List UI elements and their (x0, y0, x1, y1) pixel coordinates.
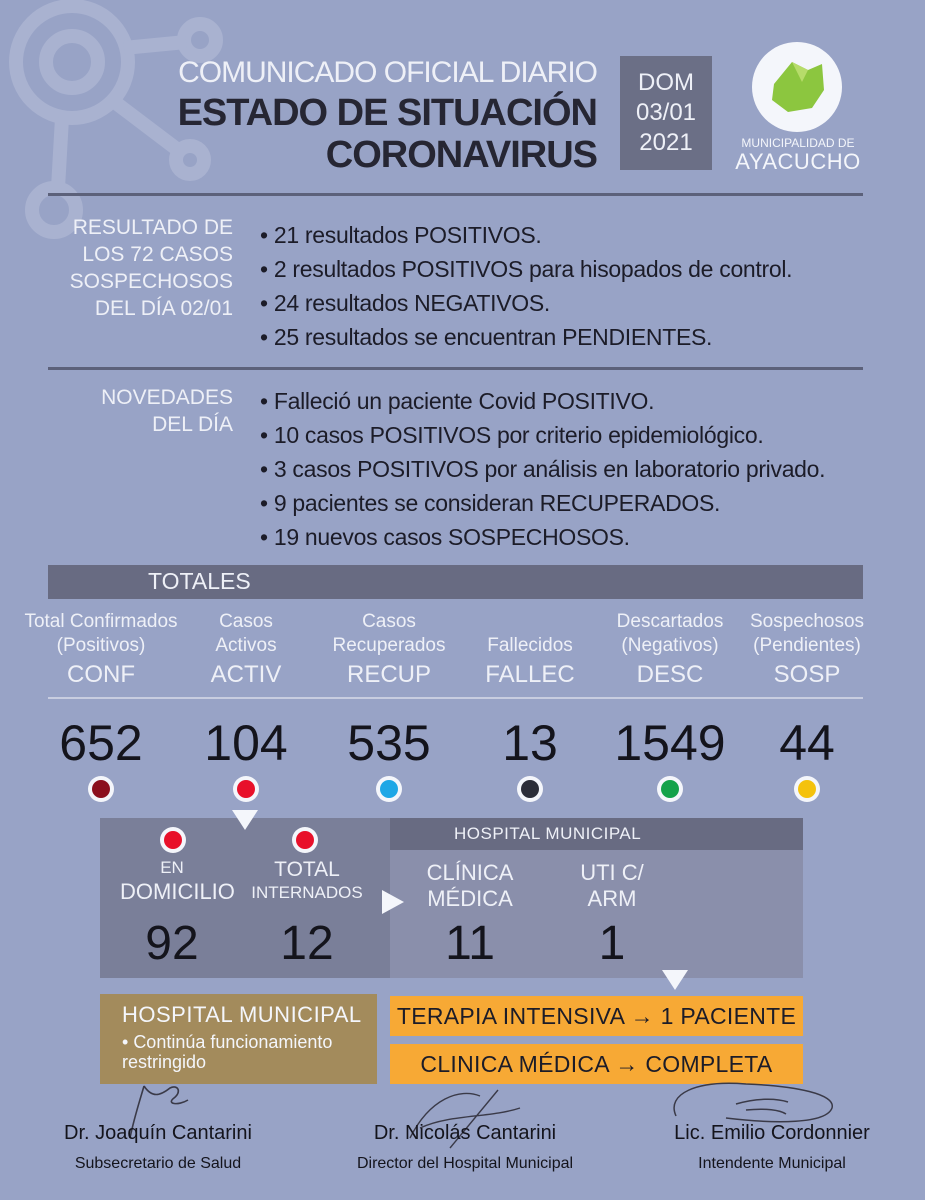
domicilio-value: 92 (145, 917, 199, 970)
sub-label: MÉDICA (427, 886, 513, 911)
results-label-line: DEL DÍA 02/01 (94, 297, 233, 320)
arrow-down-icon (232, 810, 258, 830)
status-dot-activ (233, 776, 259, 802)
total-value-recup: 535 (347, 715, 431, 771)
status-dot-recup (376, 776, 402, 802)
signature-icon (400, 1078, 540, 1158)
results-label-line: LOS 72 CASOS (82, 243, 233, 266)
divider (48, 193, 863, 196)
internados-label (250, 858, 364, 904)
status-dot-sosp (794, 776, 820, 802)
uti-label (560, 860, 664, 912)
signature-name-3: Lic. Emilio Cordonnier (674, 1122, 870, 1144)
sub-label: CLÍNICA (426, 860, 514, 885)
divider (48, 367, 863, 370)
column-abbr: FALLEC (485, 661, 575, 688)
list-item: • 21 resultados POSITIVOS. (260, 218, 792, 252)
arrow-right-icon (382, 890, 404, 914)
hospital-status-title: HOSPITAL MUNICIPAL (122, 1002, 362, 1027)
terapia-status: TERAPIA INTENSIVA → 1 PACIENTE (390, 996, 803, 1036)
header-line-1: COMUNICADO OFICIAL DIARIO (178, 56, 597, 89)
clinica-value: 11 (445, 917, 495, 970)
column-desc: Total Confirmados (24, 611, 178, 632)
results-list (260, 218, 792, 354)
signature-name-2: Dr. Nicolás Cantarini (373, 1122, 557, 1144)
column-desc: (Positivos) (56, 635, 146, 656)
column-desc: Fallecidos (487, 635, 573, 656)
status-dot-desc (657, 776, 683, 802)
column-desc: Casos (219, 611, 273, 632)
status-dot-conf (88, 776, 114, 802)
results-label-line: RESULTADO DE (72, 216, 233, 239)
status-dot-domicilio (160, 827, 186, 853)
total-column-activ (166, 610, 326, 690)
sub-label: UTI C/ (580, 860, 644, 885)
sub-label: ARM (587, 886, 637, 911)
results-label-line: SOSPECHOSOS (69, 270, 233, 293)
date-date: 03/01 (635, 99, 697, 126)
date-year: 2021 (639, 129, 693, 156)
sub-label: DOMICILIO (120, 879, 235, 904)
column-desc: Sospechosos (749, 611, 865, 632)
column-desc: Casos (362, 611, 416, 632)
logo-icon (752, 42, 842, 132)
column-desc: Descartados (616, 611, 724, 632)
domicilio-label (120, 858, 235, 906)
list-item: • 9 pacientes se consideran RECUPERADOS. (260, 486, 825, 520)
date-box (620, 56, 712, 170)
list-item: • Falleció un paciente Covid POSITIVO. (260, 384, 825, 418)
divider (48, 697, 863, 699)
logo-text-1: MUNICIPALIDAD DE (741, 136, 855, 150)
hospital-status-box (100, 994, 377, 1084)
signature-name-1: Dr. Joaquín Cantarini (64, 1122, 252, 1144)
uti-value: 1 (598, 917, 626, 970)
signature-role-1: Subsecretario de Salud (74, 1155, 242, 1172)
news-label-line: DEL DÍA (152, 413, 233, 436)
column-desc: (Negativos) (621, 635, 719, 656)
list-item: • 3 casos POSITIVOS por análisis en laboratorio privado. (260, 452, 825, 486)
total-value-activ: 104 (204, 715, 288, 771)
results-label (70, 214, 233, 322)
total-column-recup (309, 610, 469, 690)
total-value-desc: 1549 (614, 715, 726, 771)
clinica-label (418, 860, 522, 912)
date-day: DOM (638, 69, 694, 96)
list-item: • 2 resultados POSITIVOS para hisopados de control. (260, 252, 792, 286)
signature-role-3: Intendente Municipal (698, 1155, 846, 1172)
internados-value: 12 (280, 917, 334, 970)
total-column-sosp (727, 610, 887, 690)
signature-role-2: Director del Hospital Municipal (356, 1155, 574, 1172)
total-value-conf: 652 (59, 715, 143, 771)
total-value-sosp: 44 (779, 715, 835, 771)
list-item: • 24 resultados NEGATIVOS. (260, 286, 792, 320)
column-abbr: SOSP (773, 661, 841, 688)
column-desc: Activos (215, 635, 277, 656)
news-label (101, 384, 233, 438)
total-value-fallec: 13 (502, 715, 558, 771)
total-column-fallec (450, 610, 610, 690)
column-abbr: DESC (636, 661, 704, 688)
total-column-conf (21, 610, 181, 690)
total-column-desc (590, 610, 750, 690)
news-list (260, 384, 825, 554)
column-abbr: RECUP (346, 661, 431, 688)
header-line-2: ESTADO DE SITUACIÓN (177, 92, 597, 134)
column-desc: Recuperados (332, 635, 446, 656)
totals-bar (48, 565, 863, 599)
list-item: • 10 casos POSITIVOS por criterio epidemiológico. (260, 418, 825, 452)
sub-label: EN (160, 858, 184, 877)
column-abbr: CONF (67, 661, 135, 688)
list-item: • 19 nuevos casos SOSPECHOSOS. (260, 520, 825, 554)
arrow-down-icon (662, 970, 688, 990)
news-label-line: NOVEDADES (101, 386, 233, 409)
hospital-bar-title: HOSPITAL MUNICIPAL (454, 824, 642, 843)
clinica-status: CLINICA MÉDICA → COMPLETA (390, 1044, 803, 1084)
list-item: • 25 resultados se encuentran PENDIENTES. (260, 320, 792, 354)
sub-label: INTERNADOS (251, 883, 363, 902)
status-dot-internados (292, 827, 318, 853)
logo-text-2: AYACUCHO (735, 149, 861, 174)
hospital-status-item: • Continúa funcionamiento restringido (122, 1032, 372, 1072)
hospital-bar (390, 818, 803, 850)
column-desc: (Pendientes) (753, 635, 861, 656)
totals-title: TOTALES (148, 568, 251, 594)
status-dot-fallec (517, 776, 543, 802)
column-abbr: ACTIV (210, 661, 282, 688)
header-line-3: CORONAVIRUS (325, 134, 597, 176)
sub-label: TOTAL (274, 858, 340, 881)
municipality-logo (752, 42, 842, 132)
